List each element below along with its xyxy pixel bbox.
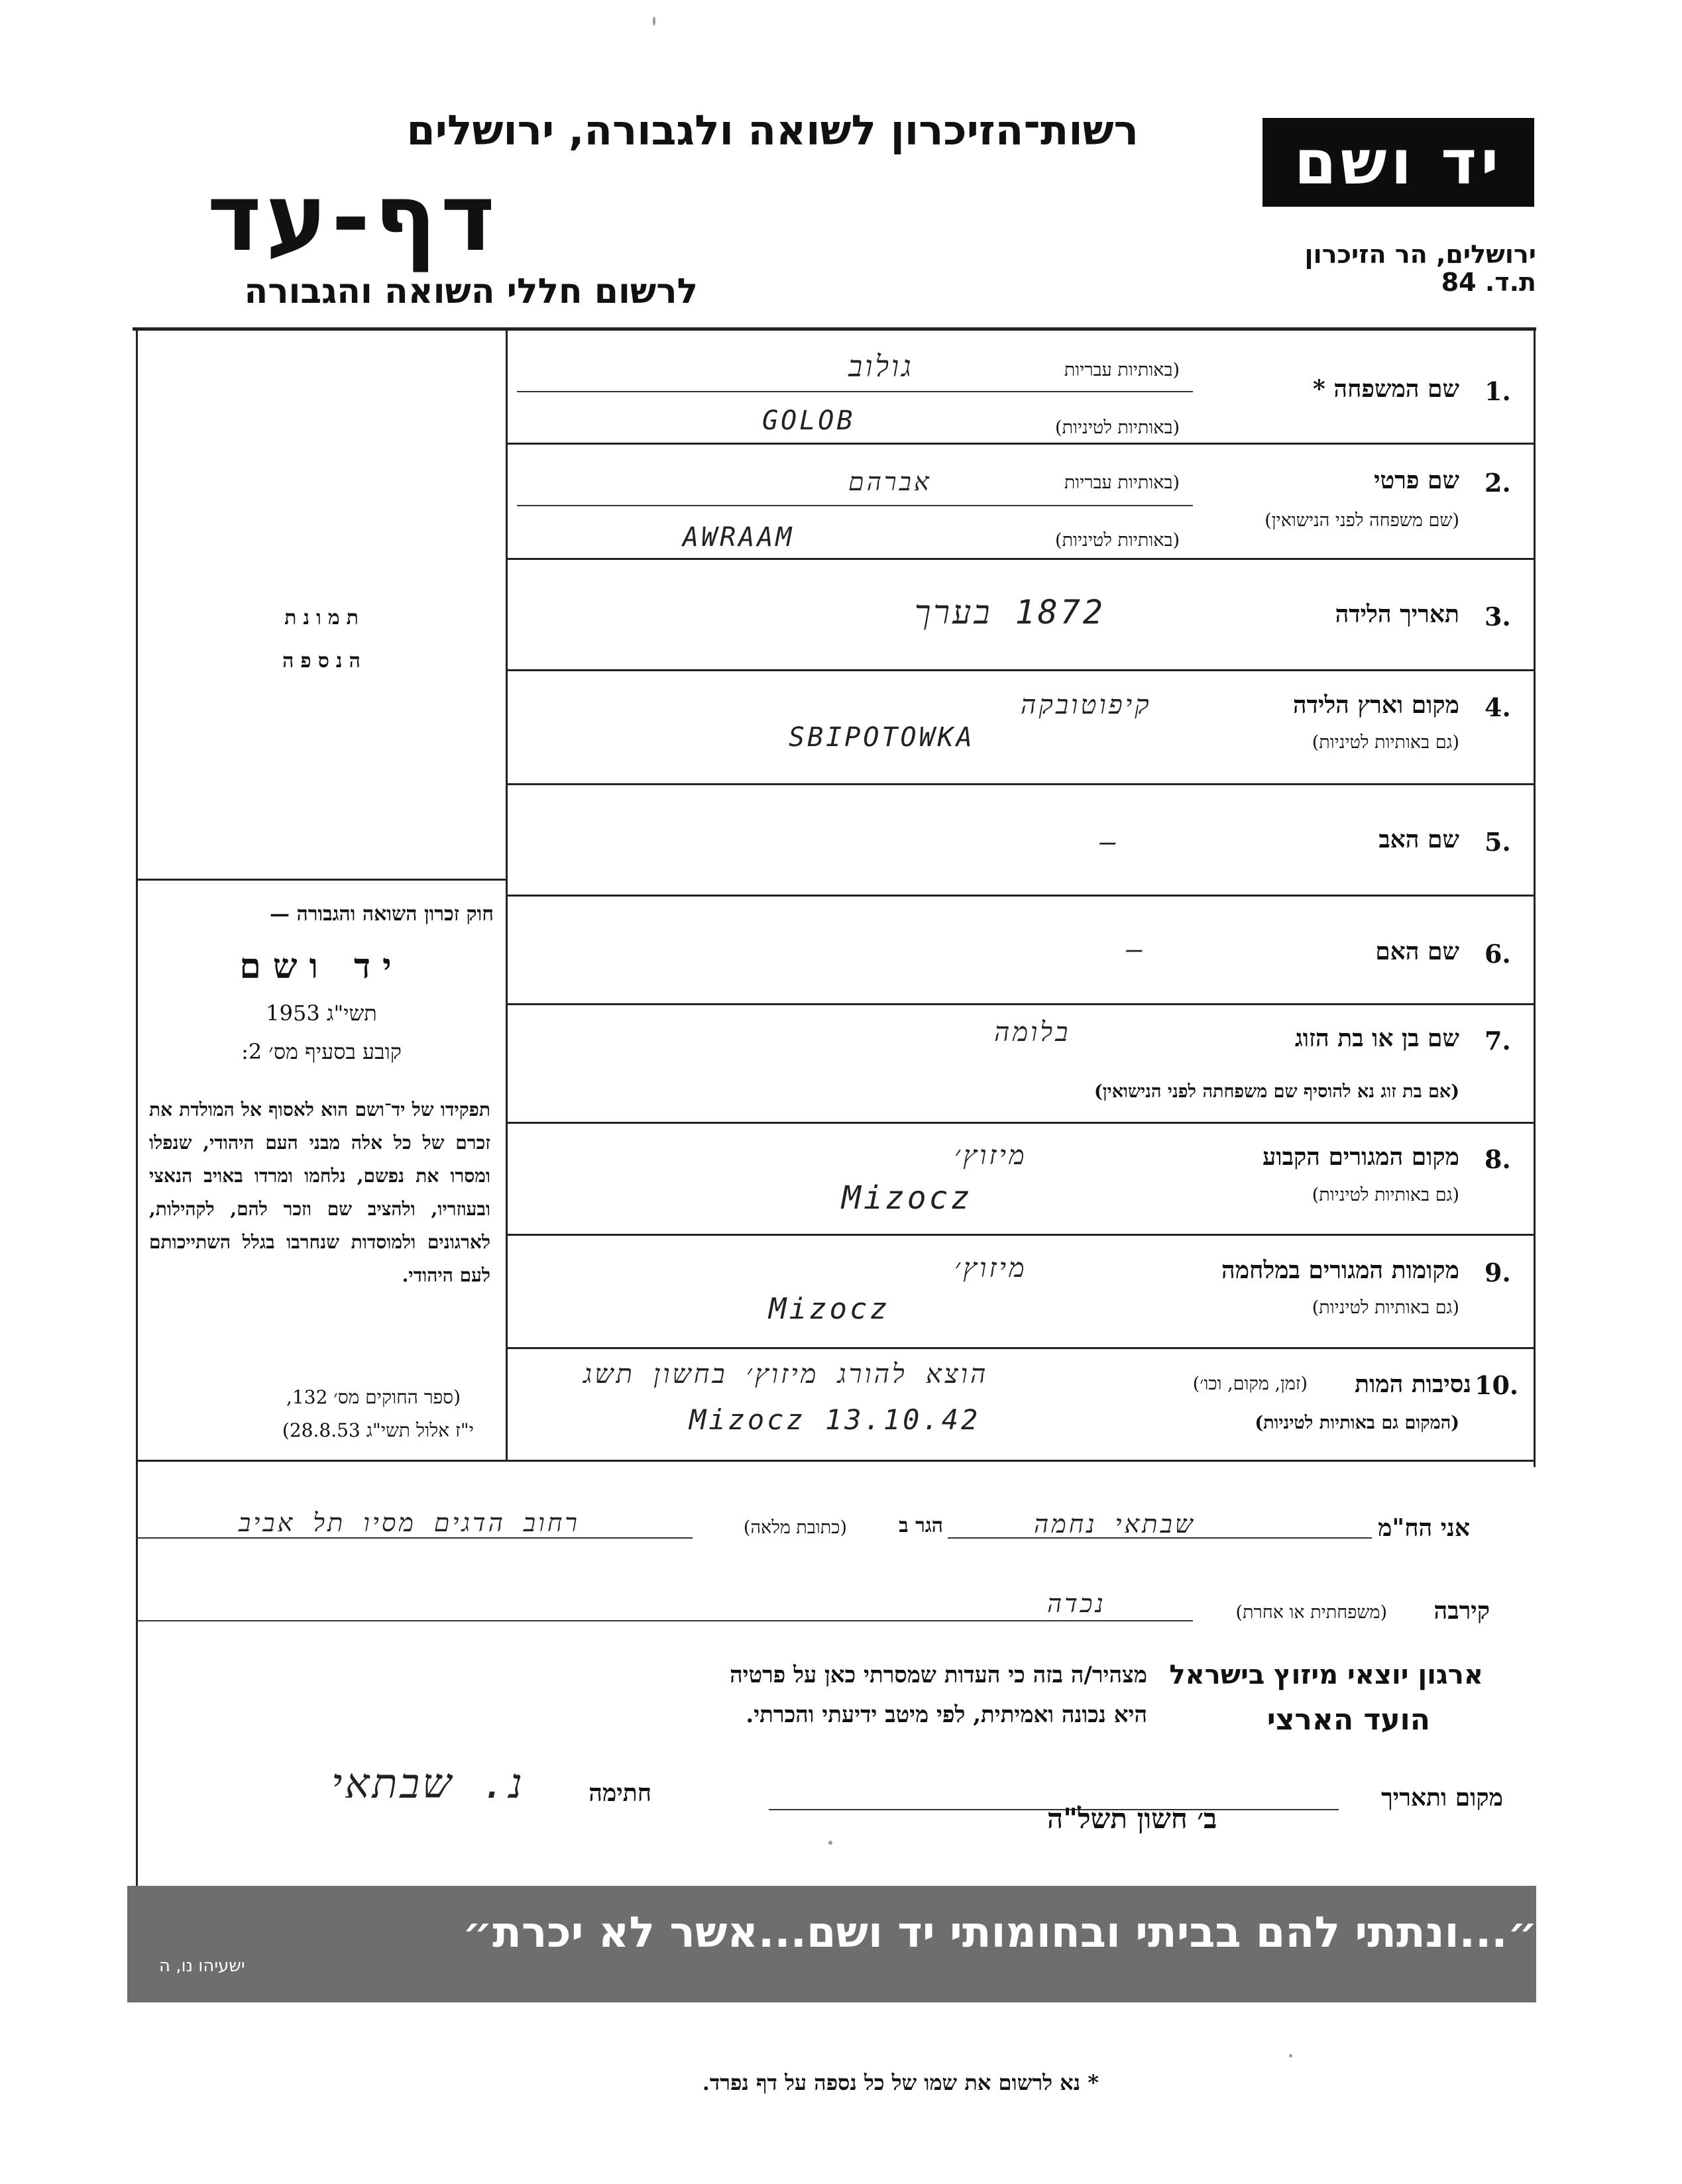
field-1-value-latin[interactable]: GOLOB	[762, 406, 856, 436]
field-1-value-hebrew[interactable]: גולוב	[848, 350, 914, 384]
place-date-label: מקום ותאריך	[1381, 1784, 1503, 1812]
field-8-value-hebrew[interactable]: מיזוץ׳	[954, 1140, 1027, 1171]
field-7-number: 7.	[1485, 1026, 1511, 1056]
field-10-hint: (זמן, מקום, וכו׳)	[1192, 1374, 1308, 1394]
frame-top	[133, 327, 1536, 331]
relation-label: קירבה	[1433, 1597, 1490, 1625]
field-10-value-hebrew[interactable]: הוצא להורג מיזוץ׳ בחשון תשג	[583, 1359, 989, 1390]
field-5-number: 5.	[1485, 827, 1511, 857]
field-7-label: שם בן או בת הזוג	[1294, 1024, 1459, 1052]
field-9-label: מקומות המגורים במלחמה	[1221, 1256, 1459, 1284]
field-5-label: שם האב	[1378, 826, 1459, 853]
row-sep	[506, 1122, 1535, 1124]
field-8-value-latin[interactable]: Mizocz	[842, 1179, 973, 1217]
banner-quote: ״...ונתתי להם בביתי ובחומותי יד ושם...אשר לא יכרת״	[462, 1908, 1538, 1957]
declaration-line-1: מצהיר/ה בזה כי העדות שמסרתי כאן על פרטיה	[730, 1662, 1147, 1688]
field-1-hint-hebrew: (באותיות עבריות	[1064, 360, 1180, 380]
row-sep	[506, 783, 1535, 785]
scan-speck	[1289, 2054, 1292, 2057]
fields-bottom	[136, 1460, 1536, 1462]
field-9-value-latin[interactable]: Mizocz	[769, 1292, 890, 1326]
yad-vashem-logo	[1262, 118, 1534, 207]
field-10-sub: (המקום גם באותיות לטיניות)	[1255, 1413, 1459, 1433]
organization-stamp-2: הועד הארצי	[1266, 1703, 1430, 1737]
relation-value[interactable]: נכדה	[1047, 1589, 1106, 1618]
field-5-value[interactable]: —	[1100, 827, 1119, 857]
field-1-label: שם המשפחה *	[1313, 375, 1459, 403]
input-line	[517, 391, 1193, 392]
field-10-number: 10.	[1475, 1370, 1519, 1400]
organization-stamp-1: ארגון יוצאי מיזוץ בישראל	[1169, 1660, 1483, 1690]
signature-label: חתימה	[589, 1779, 651, 1807]
address-line-1: ירושלים, הר הזיכרון	[1304, 240, 1536, 269]
declarant-resides-label: הגר ב	[899, 1514, 943, 1537]
frame-divider	[506, 327, 508, 1460]
field-1-number: 1.	[1485, 376, 1511, 406]
declarant-address-value[interactable]: רחוב הדגים מסיו תל אביב	[239, 1508, 580, 1537]
footnote: * נא לרשום את שמו של כל נספה על דף נפרד.	[702, 2070, 1099, 2095]
field-4-sub: (גם באותיות לטיניות)	[1312, 732, 1459, 753]
logo-text: יד ושם	[1294, 127, 1503, 198]
law-name: יד ושם	[239, 946, 404, 987]
place-date-value[interactable]: ב׳ חשון תשל"ה	[1047, 1802, 1217, 1835]
scan-speck	[828, 1841, 832, 1845]
field-8-sub: (גם באותיות לטיניות)	[1312, 1185, 1459, 1205]
banner-source: ישעיהו נו, ה	[159, 1956, 245, 1976]
law-heading: חוק זכרון השואה והגבורה —	[270, 902, 494, 926]
address-line-2: ת.ד. 84	[1441, 268, 1536, 297]
scan-speck	[653, 17, 655, 26]
law-ref-2: י"ז אלול תשי"ג 28.8.53)	[282, 1419, 474, 1441]
field-2-hint-latin: (באותיות לטיניות)	[1055, 530, 1180, 551]
field-1-hint-latin: (באותיות לטיניות)	[1055, 417, 1180, 438]
signature-value[interactable]: נ. שבתאי	[331, 1759, 525, 1808]
row-sep	[506, 669, 1535, 671]
field-2-number: 2.	[1485, 468, 1511, 498]
field-4-number: 4.	[1485, 692, 1511, 722]
frame-left	[136, 327, 138, 1891]
row-sep	[506, 1347, 1535, 1349]
photo-caption-1: תמונת	[284, 606, 365, 629]
law-ref-1: (ספר החוקים מס׳ 132,	[286, 1386, 461, 1408]
field-2-hint-hebrew: (באותיות עבריות	[1064, 472, 1180, 493]
field-2-sub: (שם משפחה לפני הנישואין)	[1264, 510, 1459, 531]
field-3-label: תאריך הלידה	[1335, 600, 1459, 628]
field-8-number: 8.	[1485, 1144, 1511, 1174]
field-10-label: נסיבות המות	[1355, 1370, 1471, 1398]
row-sep	[506, 1003, 1535, 1005]
authority-title: רשות־הזיכרון לשואה ולגבורה, ירושלים	[406, 106, 1139, 154]
field-4-label: מקום וארץ הלידה	[1292, 691, 1459, 719]
form-title: דף-עד	[207, 164, 499, 272]
field-8-label: מקום המגורים הקבוע	[1262, 1143, 1459, 1171]
input-line	[517, 505, 1193, 506]
row-sep	[506, 895, 1535, 897]
field-6-label: שם האם	[1375, 938, 1459, 965]
declarant-name-value[interactable]: שבתאי נחמה	[1034, 1509, 1196, 1539]
row-sep	[506, 1234, 1535, 1236]
frame-right	[1534, 327, 1536, 1467]
field-6-number: 6.	[1485, 939, 1511, 969]
photo-box-bottom	[136, 879, 507, 881]
relation-line	[136, 1620, 1193, 1621]
field-7-value[interactable]: בלומה	[994, 1017, 1071, 1048]
field-9-sub: (גם באותיות לטיניות)	[1312, 1297, 1459, 1318]
field-4-value-hebrew[interactable]: קיפוטובקה	[1021, 690, 1152, 720]
photo-caption-2: הנספה	[282, 649, 367, 673]
field-4-value-latin[interactable]: SBIPOTOWKA	[789, 722, 975, 753]
field-2-value-hebrew[interactable]: אברהם	[848, 467, 932, 496]
field-10-value-latin[interactable]: Mizocz 13.10.42	[689, 1403, 981, 1436]
field-6-value[interactable]: —	[1127, 934, 1146, 965]
law-text: תפקידו של יד־ושם הוא לאסוף אל המולדת את זכרם של כל אלה מבני העם היהודי, שנפלו ומסרו את נפשם, נלחמו ומרדו באויב הנאצי ובעוזריו, ולהציב שם וזכר להם, לקהילות, לארגונים ולמוסדות שנחרבו בגלל השתייכותם לעם היהודי.	[149, 1099, 490, 1286]
row-sep	[506, 558, 1535, 560]
field-9-value-hebrew[interactable]: מיזוץ׳	[954, 1253, 1027, 1283]
relation-hint: (משפחתית או אחרת)	[1235, 1602, 1387, 1623]
row-sep	[506, 443, 1535, 445]
form-subtitle: לרשום חללי השואה והגבורה	[244, 272, 698, 311]
field-2-value-latin[interactable]: AWRAAM	[683, 522, 795, 553]
law-year: תשי"ג 1953	[266, 1001, 377, 1026]
declaration-line-2: היא נכונה ואמיתית, לפי מיטב ידיעתי והכרתי.	[746, 1702, 1147, 1728]
field-3-value[interactable]: 1872 בערך	[915, 593, 1106, 631]
field-2-label: שם פרטי	[1374, 466, 1459, 494]
declarant-i-label: אני הח"מ	[1378, 1514, 1470, 1542]
field-7-sub: (אם בת זוג נא להוסיף שם משפחתה לפני הנישואין)	[1093, 1081, 1459, 1102]
law-clause: קובע בסעיף מס׳ 2:	[241, 1039, 402, 1064]
field-3-number: 3.	[1485, 602, 1511, 631]
field-9-number: 9.	[1485, 1258, 1511, 1287]
declarant-address-hint: (כתובת מלאה)	[743, 1517, 847, 1538]
